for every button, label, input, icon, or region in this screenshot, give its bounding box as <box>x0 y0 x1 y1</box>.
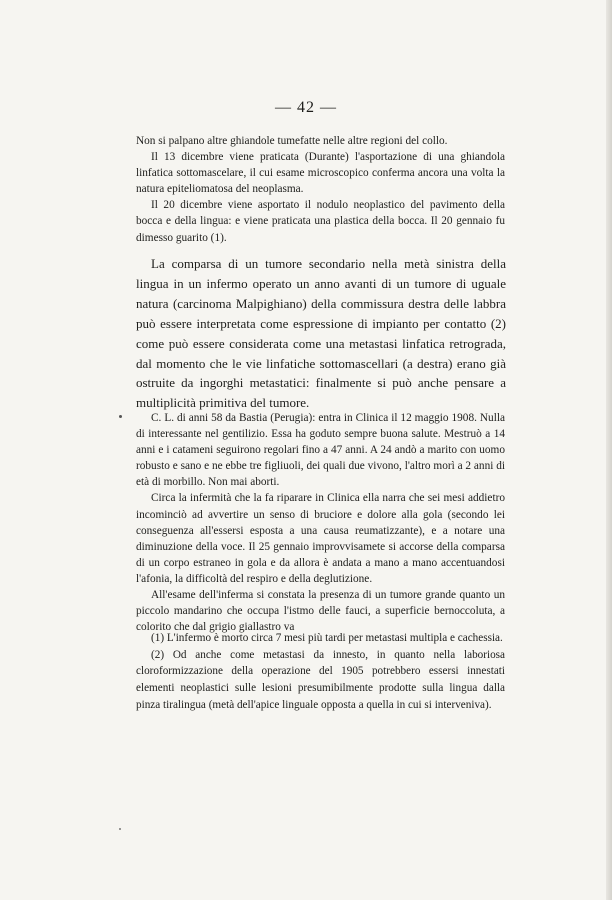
discussion-section <box>136 254 506 413</box>
paragraph-discussion: La comparsa di un tumore secondario nella metà sinistra della lingua in un infermo operato un anno avanti di un tumore di uguale natura (carcinoma Malpighiano) della commissura destra delle labbra può essere interpretata come espressione di impianto per contatto (2) come può essere considerata come una metastasi linfatica retrograda, dal momento che le vie linfatiche sottomascellari (a destra) erano già ostruite da ingorghi metastatici: finalmente si può anche pensare a multiplicità primitiva del tumore. <box>136 256 506 411</box>
case-continuation-section <box>136 133 505 246</box>
paragraph-other-glands: Non si palpano altre ghiandole tumefatte nelle altre regioni del collo. <box>136 135 448 147</box>
paragraph-patient-history: C. L. di anni 58 da Bastia (Perugia): entra in Clinica il 12 maggio 1908. Nulla di interessante nel gentilizio. Essa ha goduto sempre buona salute. Mestruò a 14 anni e i catameni seguirono regolari fino a 47 anni. A 24 andò a marito con uomo robusto e sano e ne ebbe tre figliuoli, dei quali due vivono, l'altro morì a 2 anni di età di morbillo. Non mai aborti. <box>136 412 505 489</box>
paragraph-nodule-removal: Il 20 dicembre viene asportato il nodulo neoplastico del pavimento della bocca e della lingua: e viene praticata una plastica della bocca. Il 20 gennaio fu dimesso guarito (1). <box>136 199 505 244</box>
page-number: — 42 — <box>275 99 337 116</box>
margin-speck <box>119 828 121 830</box>
paragraph-illness-onset: Circa la infermità che la fa riparare in Clinica ella narra che sei mesi addietro incominciò ad avvertire un senso di bruciore e dolore alla gola (secondo lei conseguenza all'essersi esposta a una causa reumatizzante), e a notare una diminuzione della voce. Il 25 gennaio improvvisamete si accorse della comparsa di un corpo estraneo in gola e da allora è andata a mano a mano accentuandosi l'afonia, la difficoltà del respiro e della deglutizione. <box>136 492 505 585</box>
margin-speck <box>119 415 122 418</box>
paragraph-examination: All'esame dell'inferma si constata la presenza di un tumore grande quanto un piccolo mandarino che occupa l'istmo delle fauci, a superficie bernoccoluta, a colorito che dal grigio giallastro va <box>136 589 505 634</box>
footnote-1: (1) L'infermo è morto circa 7 mesi più tardi per metastasi multipla e cachessia. <box>151 632 503 644</box>
footnotes <box>136 630 505 714</box>
page-edge-shadow <box>606 0 612 900</box>
paragraph-gland-removal: Il 13 dicembre viene praticata (Durante) l'asportazione di una ghiandola linfatica sottomascelare, il cui esame microscopico conferma ancora una volta la natura epiteliomatosa del neoplasma. <box>136 151 505 196</box>
footnote-2: (2) Od anche come metastasi da innesto, in quanto nella laboriosa cloroformizzazione della operazione del 1905 potrebbero essersi innestati elementi neoplastici sulle lesioni presumibilmente prodotte sulla lingua dalla pinza tiralingua (metà dell'apice linguale opposta a quella in cui si interveniva). <box>136 648 505 711</box>
case-history-section <box>136 410 505 635</box>
